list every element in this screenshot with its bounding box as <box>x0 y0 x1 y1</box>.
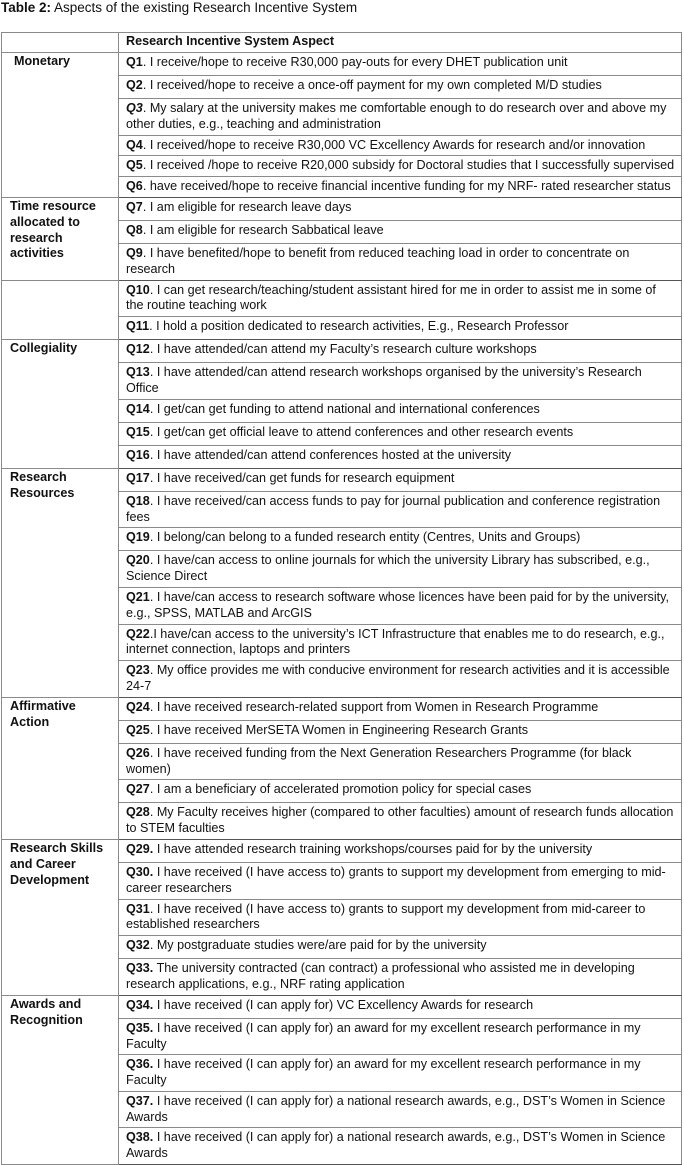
category-cell: Collegiality <box>2 340 119 469</box>
question-text: My office provides me with conducive environment for research activities and it is accessible 24-7 <box>126 663 670 693</box>
category-cell: Research Skills and Career Development <box>2 839 119 995</box>
question-text: My salary at the university makes me comfortable enough to do research over and above my other duties, e.g., teaching and administration <box>126 101 667 131</box>
question-text: I am eligible for research Sabbatical leave <box>149 222 384 237</box>
question-separator: . <box>142 158 150 173</box>
aspect-cell <box>119 243 682 280</box>
aspect-cell <box>119 1055 682 1092</box>
aspect-cell <box>119 468 682 491</box>
question-id: Q25 <box>126 722 150 737</box>
question-text: I hold a position dedicated to research activities, E.g., Research Professor <box>156 319 569 334</box>
category-cell: Affirmative Action <box>2 697 119 839</box>
category-cell: Research Resources <box>2 468 119 697</box>
aspect-cell <box>119 862 682 899</box>
question-text: I have received (I can apply for) a national research awards, e.g., DST’s Women in Science Awards <box>126 1130 666 1161</box>
question-separator: . <box>149 401 157 416</box>
question-text: I have received (I can apply for) an award for my excellent research performance in my Faculty <box>126 1057 641 1088</box>
question-text: I belong/can belong to a funded research entity (Centres, Units and Groups) <box>156 530 581 545</box>
table-row <box>2 197 682 220</box>
question-text: I have received MerSETA Women in Engineering Research Grants <box>156 722 529 737</box>
aspect-cell <box>119 936 682 959</box>
aspect-cell <box>119 399 682 422</box>
question-id: Q18 <box>126 493 150 508</box>
question-id: Q35. <box>126 1020 154 1035</box>
question-separator: . <box>142 179 150 194</box>
question-id: Q8 <box>126 222 143 237</box>
question-id: Q26 <box>126 745 150 760</box>
question-separator: . <box>149 553 157 568</box>
question-text: I have received (I have access to) grants to support my development from emerging to mid-career researchers <box>126 864 666 895</box>
question-text: I have/can access to the university’s ICT Infrastructure that enables me to do research, e.g., internet connection, laptops and printers <box>126 626 665 657</box>
table-row <box>2 53 682 76</box>
aspect-cell <box>119 445 682 468</box>
question-id: Q22 <box>126 626 150 641</box>
question-id: Q3 <box>126 101 143 115</box>
question-id: Q17 <box>126 470 150 485</box>
category-cell: Awards and Recognition <box>2 995 119 1164</box>
question-text: I have attended/can attend conferences hosted at the university <box>156 447 512 462</box>
question-id: Q7 <box>126 199 143 214</box>
category-cell: Time resource allocated to research activities <box>2 197 119 280</box>
aspect-cell <box>119 624 682 661</box>
question-text: The university contracted (can contract) a professional who assisted me in developing research applications, e.g., NRF rating application <box>126 961 635 991</box>
table-row <box>2 280 682 317</box>
category-cell: Monetary <box>2 53 119 198</box>
aspect-cell <box>119 53 682 76</box>
question-separator: . <box>149 282 157 297</box>
header-aspect: Research Incentive System Aspect <box>119 33 682 53</box>
question-id: Q30. <box>126 864 154 879</box>
question-separator: . <box>142 78 150 92</box>
question-id: Q11 <box>126 319 150 334</box>
question-separator: . <box>142 222 150 237</box>
aspect-cell <box>119 156 682 177</box>
aspect-cell <box>119 661 682 698</box>
table-row <box>2 839 682 862</box>
aspect-cell <box>119 1128 682 1165</box>
question-id: Q16 <box>126 447 150 462</box>
question-id: Q15 <box>126 424 150 439</box>
aspect-cell <box>119 99 682 136</box>
question-id: Q36. <box>126 1057 154 1072</box>
aspect-cell <box>119 422 682 445</box>
aspect-cell <box>119 491 682 528</box>
question-text: I received/hope to receive R30,000 VC Excellency Awards for research and/or innovation <box>149 137 646 152</box>
aspect-cell <box>119 1091 682 1128</box>
question-id: Q37. <box>126 1093 154 1108</box>
question-separator: . <box>149 365 157 380</box>
question-text: I receive/hope to receive R30,000 pay-outs for every DHET publication unit <box>149 55 568 69</box>
question-id: Q2 <box>126 78 143 92</box>
question-separator: . <box>149 901 157 916</box>
aspect-cell <box>119 995 682 1018</box>
question-separator: . <box>149 722 157 737</box>
question-text: I have attended/can attend my Faculty’s research culture workshops <box>156 342 537 357</box>
question-id: Q21 <box>126 589 150 604</box>
table-body <box>2 53 682 1165</box>
question-separator: . <box>149 745 157 760</box>
question-id: Q32 <box>126 938 150 953</box>
table-row <box>2 995 682 1018</box>
table-row <box>2 340 682 363</box>
question-text: I have received/can access funds to pay for journal publication and conference registration fees <box>126 493 661 524</box>
question-id: Q4 <box>126 137 143 152</box>
question-text: I have/can access to online journals for which the university Library has subscribed, e.g., Science Direct <box>126 553 650 584</box>
question-separator: . <box>149 319 157 334</box>
aspect-cell <box>119 899 682 936</box>
question-id: Q31 <box>126 901 150 916</box>
header-row <box>2 33 682 53</box>
question-id: Q24 <box>126 699 150 714</box>
aspect-cell <box>119 720 682 743</box>
question-id: Q19 <box>126 530 150 545</box>
question-separator: . <box>149 626 154 641</box>
aspect-cell <box>119 839 682 862</box>
question-text: I am a beneficiary of accelerated promotion policy for special cases <box>156 782 532 797</box>
research-incentive-table <box>1 32 682 1165</box>
question-text: I have received (I can apply for) VC Excellency Awards for research <box>156 997 534 1012</box>
question-id: Q12 <box>126 342 150 357</box>
question-separator: . <box>149 782 157 797</box>
aspect-cell <box>119 1018 682 1055</box>
aspect-cell <box>119 135 682 156</box>
question-id: Q20 <box>126 553 150 568</box>
aspect-cell <box>119 317 682 340</box>
aspect-cell <box>119 76 682 99</box>
table-row <box>2 468 682 491</box>
question-separator: . <box>142 199 150 214</box>
aspect-cell <box>119 743 682 780</box>
question-id: Q27 <box>126 782 150 797</box>
question-text: My postgraduate studies were/are paid for by the university <box>156 938 487 953</box>
question-separator: . <box>142 55 150 69</box>
aspect-cell <box>119 551 682 588</box>
question-text: I have received (I can apply for) an award for my excellent research performance in my Faculty <box>126 1020 641 1051</box>
question-id: Q9 <box>126 245 143 260</box>
header-category <box>2 33 119 53</box>
question-separator: . <box>149 938 157 953</box>
question-separator: . <box>149 589 157 604</box>
aspect-cell <box>119 340 682 363</box>
aspect-cell <box>119 959 682 996</box>
caption-text: Aspects of the existing Research Incentive System <box>51 0 358 15</box>
question-text: I get/can get official leave to attend conferences and other research events <box>156 424 574 439</box>
question-text: I have received/can get funds for research equipment <box>156 470 455 485</box>
question-text: I have benefited/hope to benefit from reduced teaching load in order to concentrate on research <box>126 245 630 276</box>
question-separator: . <box>149 447 157 462</box>
question-id: Q10 <box>126 282 150 297</box>
question-id: Q38. <box>126 1130 154 1145</box>
question-separator: . <box>149 530 157 545</box>
question-separator: . <box>149 342 157 357</box>
question-id: Q28 <box>126 805 150 820</box>
aspect-cell <box>119 697 682 720</box>
question-separator: . <box>149 424 157 439</box>
question-text: My Faculty receives higher (compared to other faculties) amount of research funds allocation to STEM faculties <box>126 805 674 836</box>
question-id: Q14 <box>126 401 150 416</box>
caption-label: Table 2: <box>1 0 52 15</box>
aspect-cell <box>119 363 682 400</box>
table-caption <box>1 0 357 16</box>
question-text: I have received funding from the Next Generation Researchers Programme (for black women) <box>126 745 632 776</box>
question-separator: . <box>142 101 150 115</box>
aspect-cell <box>119 528 682 551</box>
aspect-cell <box>119 587 682 624</box>
aspect-cell <box>119 197 682 220</box>
question-id: Q6 <box>126 179 143 194</box>
question-text: I received /hope to receive R20,000 subsidy for Doctoral studies that I successfully supervised <box>149 158 675 173</box>
question-text: I can get research/teaching/student assistant hired for me in order to assist me in some of the routine teaching work <box>126 282 656 313</box>
question-separator: . <box>142 245 150 260</box>
question-text: I have received research-related support from Women in Research Programme <box>156 699 599 714</box>
question-text: I have received (I can apply for) a national research awards, e.g., DST’s Women in Science Awards <box>126 1093 666 1124</box>
question-text: I have attended/can attend research workshops organised by the university’s Research Office <box>126 365 642 395</box>
question-id: Q29. <box>126 841 154 856</box>
question-text: I received/hope to receive a once-off payment for my own completed M/D studies <box>149 78 602 92</box>
question-separator: . <box>149 699 157 714</box>
question-text: I have/can access to research software whose licences have been paid for by the university, e.g., SPSS, MATLAB and ArcGIS <box>126 589 669 620</box>
question-id: Q1 <box>126 55 143 69</box>
question-text: I am eligible for research leave days <box>149 199 352 214</box>
question-id: Q5 <box>126 158 143 173</box>
question-separator: . <box>142 137 150 152</box>
question-separator: . <box>149 493 157 508</box>
table-row <box>2 697 682 720</box>
question-separator: . <box>149 663 157 678</box>
aspect-cell <box>119 280 682 317</box>
question-id: Q34. <box>126 997 154 1012</box>
question-text: I get/can get funding to attend national and international conferences <box>156 401 540 416</box>
aspect-cell <box>119 780 682 803</box>
aspect-cell <box>119 177 682 198</box>
question-id: Q13 <box>126 365 150 380</box>
category-cell <box>2 280 119 340</box>
question-id: Q33. <box>126 961 154 976</box>
question-separator: . <box>149 470 157 485</box>
question-id: Q23 <box>126 663 150 678</box>
aspect-cell <box>119 803 682 840</box>
question-text: I have received (I have access to) grants to support my development from mid-career to established researchers <box>126 901 646 932</box>
question-separator: . <box>149 805 157 820</box>
question-text: have received/hope to receive financial incentive funding for my NRF- rated researcher status <box>149 179 671 194</box>
aspect-cell <box>119 220 682 243</box>
question-text: I have attended research training workshops/courses paid for by the university <box>156 841 593 856</box>
